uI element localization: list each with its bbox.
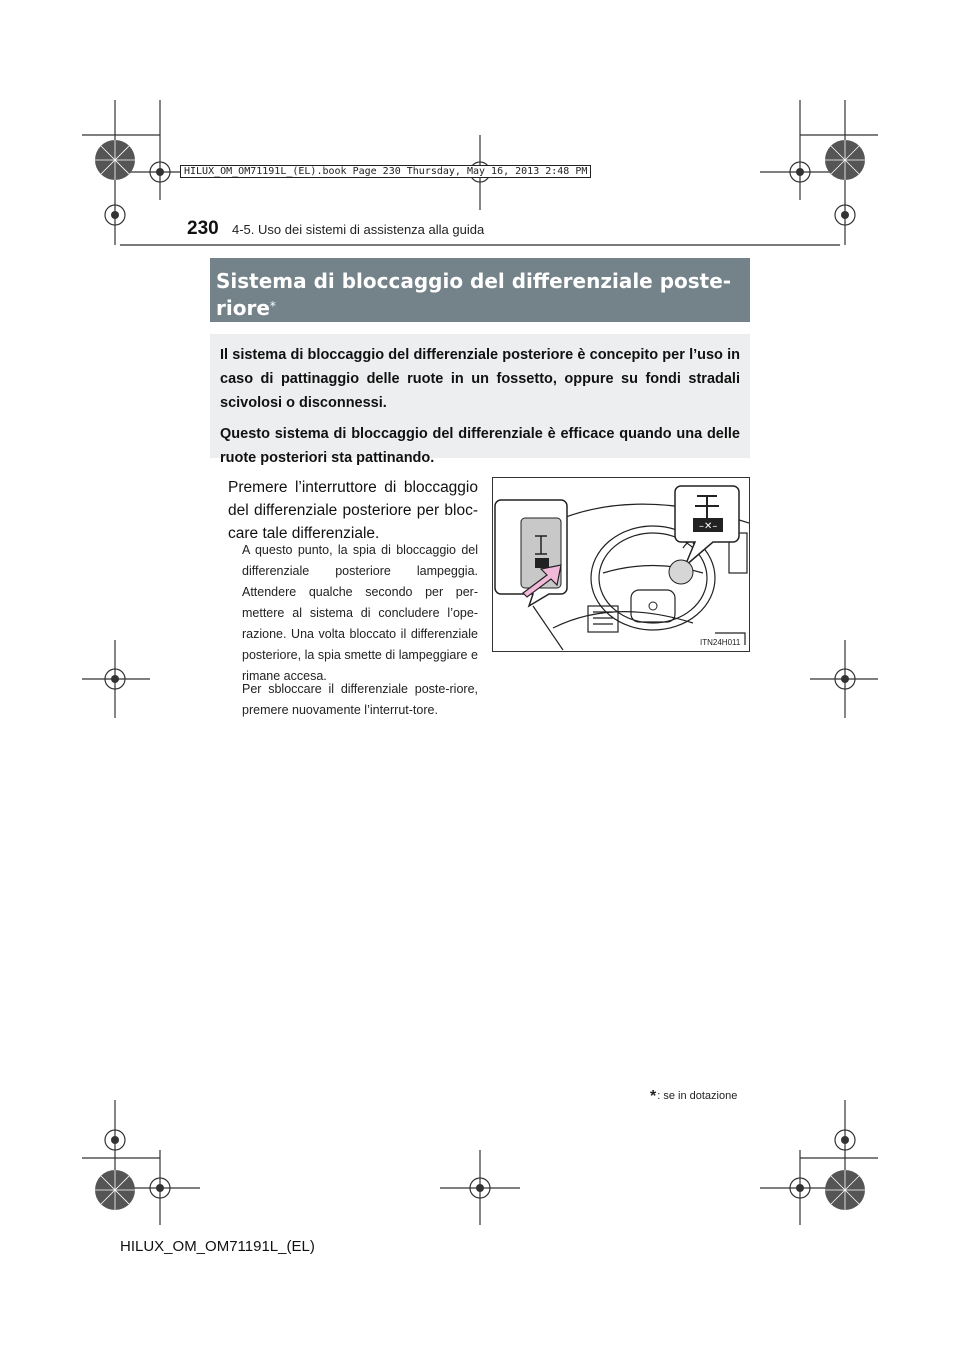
- footnote-text: : se in dotazione: [657, 1090, 738, 1102]
- breadcrumb: 4-5. Uso dei sistemi di assistenza alla guida: [232, 222, 485, 237]
- dashboard-illustration: [492, 477, 750, 652]
- section-title-line1: Sistema di bloccaggio del differenziale poste-: [216, 269, 732, 293]
- page-number: 230: [187, 218, 219, 239]
- figure-label: ITN24H011: [700, 638, 741, 647]
- title-asterisk: *: [269, 299, 276, 313]
- dashboard-svg: [493, 478, 749, 651]
- footer-model-code: HILUX_OM_OM71191L_(EL): [120, 1238, 315, 1255]
- instruction-paragraph: Premere l’interruttore di bloccaggio del differenziale posteriore per bloc-care tale differenziale.: [228, 479, 478, 542]
- section-title: [210, 258, 750, 322]
- intro-paragraph-1: Il sistema di bloccaggio del differenziale posteriore è concepito per l’uso in caso di pattinaggio delle ruote in un fossetto, oppure su fondi stradali scivolosi o disconnessi.: [220, 347, 740, 411]
- svg-text:–✕–: –✕–: [699, 521, 718, 532]
- footnote-asterisk: *: [650, 1088, 657, 1105]
- intro-paragraph-2: Questo sistema di bloccaggio del differenziale è efficace quando una delle ruote posteriori sta pattinando.: [220, 426, 740, 466]
- intro-box: [210, 334, 750, 466]
- footnote: [650, 1088, 737, 1106]
- steering-wheel-icon: [649, 602, 657, 610]
- file-stamp: HILUX_OM_OM71191L_(EL).book Page 230 Thursday, May 16, 2013 2:48 PM: [180, 165, 591, 178]
- note-indicator-blinks: A questo punto, la spia di bloccaggio del differenziale posteriore lampeggia. Attendere qualche secondo per per-mettere al sistema di concludere l’ope-razione. Una volta bloccato il differenziale posteriore, la spia smette di lampeggiare e rimane accesa.: [242, 543, 478, 683]
- header-divider: [120, 244, 840, 246]
- note-unlock: Per sbloccare il differenziale poste-riore, premere nuovamente l’interrut-tore.: [242, 682, 478, 717]
- section-title-line2: riore: [216, 296, 270, 320]
